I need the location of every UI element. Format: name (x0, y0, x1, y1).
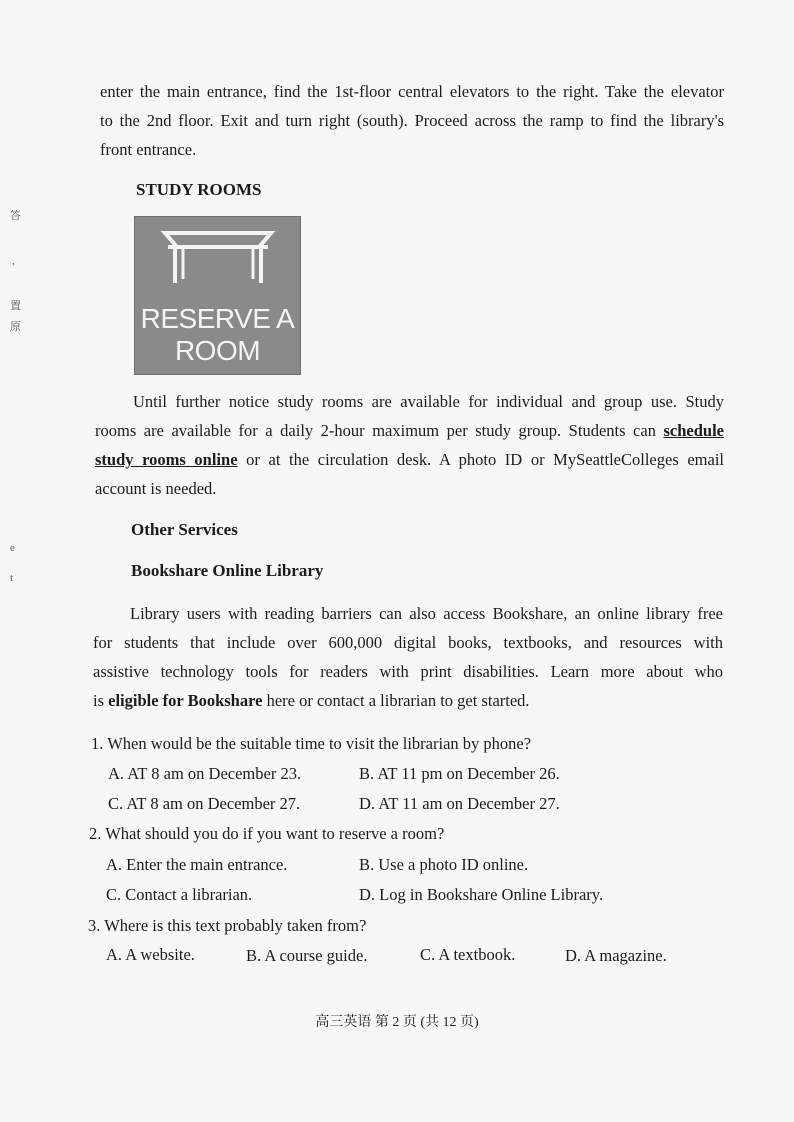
question-3: 3. Where is this text probably taken from? (88, 916, 367, 935)
q1-option-b[interactable]: B. AT 11 pm on December 26. (359, 764, 560, 783)
reserve-room-line-2: ROOM (174, 335, 261, 366)
study-rooms-line-1: Until further notice study rooms are available for individual and group use. Study (133, 392, 724, 411)
eligible-for-bookshare-link[interactable]: eligible for Bookshare (108, 691, 263, 710)
intro-paragraph (100, 77, 724, 164)
bookshare-line-1: Library users with reading barriers can also access Bookshare, an online library free (130, 604, 723, 623)
reserve-room-image[interactable] (134, 216, 301, 375)
other-services-heading: Other Services (131, 520, 238, 539)
bookshare-heading: Bookshare Online Library (131, 561, 324, 580)
study-rooms-heading: STUDY ROOMS (136, 180, 262, 199)
study-rooms-paragraph (95, 387, 724, 503)
margin-mark-3: 置 (10, 300, 21, 312)
page-footer: 高三英语 第 2 页 (共 12 页) (315, 1015, 479, 1030)
margin-mark-1: 答 (10, 210, 21, 222)
study-rooms-line-3: study rooms online or at the circulation desk. A photo ID or MySeattleColleges email (95, 450, 725, 469)
study-rooms-line-2: rooms are available for a daily 2-hour maximum per study group. Students can schedule (95, 421, 724, 440)
bookshare-line-2: for students that include over 600,000 digital books, textbooks, and resources with (93, 633, 723, 652)
margin-mark-4: 原 (10, 321, 21, 333)
study-rooms-line-4: account is needed. (95, 479, 217, 498)
q2-option-d[interactable]: D. Log in Bookshare Online Library. (359, 885, 604, 904)
q3-option-a[interactable]: A. A website. (106, 945, 195, 964)
q1-option-c[interactable]: C. AT 8 am on December 27. (108, 794, 301, 813)
schedule-link-part-2[interactable]: study rooms online (95, 450, 238, 469)
margin-mark-5: e (10, 542, 15, 554)
schedule-link-part-1[interactable]: schedule (663, 421, 724, 440)
bookshare-line-3: assistive technology tools for readers with print disabilities. Learn more about who (93, 662, 723, 681)
q2-option-b[interactable]: B. Use a photo ID online. (359, 855, 529, 874)
q3-option-b[interactable]: B. A course guide. (246, 946, 368, 965)
intro-line-1: enter the main entrance, find the 1st-floor central elevators to the right. Take the elevator (100, 82, 724, 101)
q2-option-c[interactable]: C. Contact a librarian. (106, 885, 253, 904)
table-icon (135, 217, 300, 297)
q3-option-d[interactable]: D. A magazine. (565, 946, 667, 965)
q3-option-c[interactable]: C. A textbook. (420, 945, 516, 964)
bookshare-paragraph (93, 599, 723, 715)
intro-line-3: front entrance. (100, 140, 197, 159)
question-1: 1. When would be the suitable time to visit the librarian by phone? (91, 734, 532, 753)
q2-option-a[interactable]: A. Enter the main entrance. (106, 855, 288, 874)
margin-mark-2: , (12, 255, 15, 267)
margin-mark-6: t (10, 572, 14, 584)
reserve-room-line-1: RESERVE A (140, 303, 295, 334)
intro-line-2: to the 2nd floor. Exit and turn right (south). Proceed across the ramp to find the library's (100, 111, 724, 130)
q1-option-a[interactable]: A. AT 8 am on December 23. (108, 764, 302, 783)
q1-option-d[interactable]: D. AT 11 am on December 27. (359, 794, 560, 813)
bookshare-line-4: is eligible for Bookshare here or contact a librarian to get started. (93, 691, 530, 710)
question-2: 2. What should you do if you want to reserve a room? (89, 824, 445, 843)
